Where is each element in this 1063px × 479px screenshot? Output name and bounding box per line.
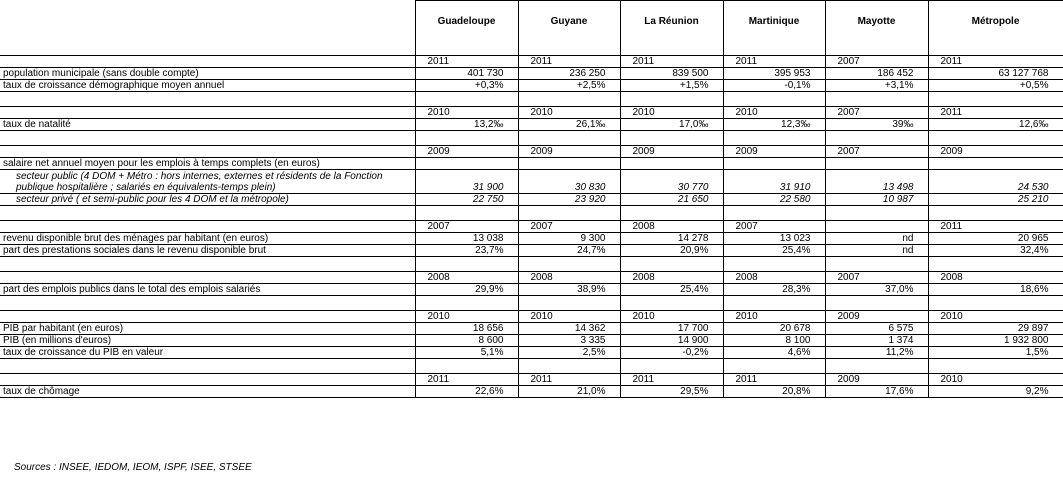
value-cell: 236 250 — [518, 68, 620, 80]
blank-cell — [825, 296, 928, 311]
blank-cell — [825, 41, 928, 56]
blank-cell — [620, 158, 723, 170]
year-row-label — [0, 221, 415, 233]
blank-cell — [620, 296, 723, 311]
blank-cell — [928, 158, 1063, 170]
year-cell: 2008 — [415, 272, 518, 284]
value-cell: 25 210 — [928, 194, 1063, 206]
value-cell: 28,3% — [723, 284, 825, 296]
value-cell: 11,2% — [825, 347, 928, 359]
value-cell: 30 770 — [620, 182, 723, 194]
blank-cell — [415, 41, 518, 56]
value-cell: 20,8% — [723, 386, 825, 398]
blank-cell — [0, 206, 415, 221]
blank-cell — [928, 92, 1063, 107]
blank-cell — [415, 131, 518, 146]
value-cell: 4,6% — [723, 347, 825, 359]
blank-cell — [723, 296, 825, 311]
value-cell: 25,4% — [723, 245, 825, 257]
year-cell: 2010 — [620, 107, 723, 119]
row-label: taux de natalité — [0, 119, 415, 131]
year-row-label — [0, 107, 415, 119]
value-cell: 186 452 — [825, 68, 928, 80]
blank-cell — [825, 92, 928, 107]
blank-cell — [415, 359, 518, 374]
value-cell: 22,6% — [415, 386, 518, 398]
sources-note: Sources : INSEE, IEDOM, IEOM, ISPF, ISEE, STSEE — [14, 462, 252, 473]
row-label: taux de chômage — [0, 386, 415, 398]
value-cell: 20 678 — [723, 323, 825, 335]
value-cell: 401 730 — [415, 68, 518, 80]
value-cell: 23,7% — [415, 245, 518, 257]
blank-cell — [928, 170, 1063, 183]
value-cell: 1,5% — [928, 347, 1063, 359]
blank-cell — [518, 92, 620, 107]
value-cell: nd — [825, 233, 928, 245]
value-cell: 3 335 — [518, 335, 620, 347]
blank-cell — [518, 170, 620, 183]
value-cell: 12,3‰ — [723, 119, 825, 131]
blank-cell — [415, 206, 518, 221]
blank-cell — [928, 296, 1063, 311]
blank-cell — [518, 359, 620, 374]
value-cell: 24,7% — [518, 245, 620, 257]
blank-cell — [825, 170, 928, 183]
value-cell: 31 900 — [415, 182, 518, 194]
year-cell: 2009 — [723, 146, 825, 158]
year-cell: 2008 — [620, 221, 723, 233]
table-row — [0, 323, 1063, 335]
blank-cell — [723, 359, 825, 374]
blank-cell — [723, 158, 825, 170]
blank-cell — [620, 92, 723, 107]
blank-cell — [620, 206, 723, 221]
value-cell: 37,0% — [825, 284, 928, 296]
blank-cell — [518, 158, 620, 170]
value-cell: 14 900 — [620, 335, 723, 347]
value-cell: 1 932 800 — [928, 335, 1063, 347]
year-cell: 2009 — [518, 146, 620, 158]
value-cell: 14 278 — [620, 233, 723, 245]
blank-cell — [0, 41, 415, 56]
blank-cell — [723, 257, 825, 272]
column-header: La Réunion — [620, 1, 723, 42]
year-cell: 2011 — [518, 56, 620, 68]
value-cell: 18,6% — [928, 284, 1063, 296]
blank-cell — [825, 359, 928, 374]
blank-cell — [0, 92, 415, 107]
value-cell: +1,5% — [620, 80, 723, 92]
sub-row-label: publique hospitalière ; salariés en équivalents-temps plein) — [0, 182, 415, 194]
value-cell: +0,3% — [415, 80, 518, 92]
table-row — [0, 92, 1063, 107]
blank-cell — [825, 158, 928, 170]
value-cell: 32,4% — [928, 245, 1063, 257]
blank-cell — [0, 257, 415, 272]
value-cell: 8 600 — [415, 335, 518, 347]
table-row — [0, 68, 1063, 80]
value-cell: -0,1% — [723, 80, 825, 92]
year-cell: 2010 — [518, 107, 620, 119]
year-cell: 2011 — [928, 221, 1063, 233]
blank-cell — [825, 206, 928, 221]
value-cell: 29,9% — [415, 284, 518, 296]
blank-cell — [723, 41, 825, 56]
table-row — [0, 80, 1063, 92]
year-cell: 2011 — [518, 374, 620, 386]
blank-cell — [825, 257, 928, 272]
blank-cell — [723, 170, 825, 183]
blank-cell — [415, 257, 518, 272]
value-cell: 21,0% — [518, 386, 620, 398]
blank-cell — [723, 206, 825, 221]
blank-cell — [620, 131, 723, 146]
value-cell: 23 920 — [518, 194, 620, 206]
year-cell: 2007 — [825, 146, 928, 158]
column-header: Martinique — [723, 1, 825, 42]
value-cell: 38,9% — [518, 284, 620, 296]
year-cell: 2007 — [723, 221, 825, 233]
table-row — [0, 182, 1063, 194]
year-cell: 2011 — [620, 374, 723, 386]
row-label: revenu disponible brut des ménages par habitant (en euros) — [0, 233, 415, 245]
value-cell: 1 374 — [825, 335, 928, 347]
table-row — [0, 158, 1063, 170]
value-cell: 22 750 — [415, 194, 518, 206]
table-row — [0, 257, 1063, 272]
year-cell: 2007 — [825, 56, 928, 68]
value-cell: 24 530 — [928, 182, 1063, 194]
value-cell: 9 300 — [518, 233, 620, 245]
year-cell: 2009 — [825, 311, 928, 323]
table-row — [0, 1, 1063, 42]
value-cell: 10 987 — [825, 194, 928, 206]
year-cell: 2010 — [518, 311, 620, 323]
year-cell: 2010 — [928, 374, 1063, 386]
value-cell: 30 830 — [518, 182, 620, 194]
year-row-label — [0, 311, 415, 323]
year-cell: 2010 — [620, 311, 723, 323]
value-cell: 13 023 — [723, 233, 825, 245]
year-row-label — [0, 56, 415, 68]
year-cell: 2011 — [415, 374, 518, 386]
table-row — [0, 311, 1063, 323]
row-label: PIB (en millions d'euros) — [0, 335, 415, 347]
year-cell: 2007 — [825, 272, 928, 284]
sub-row-label: secteur public (4 DOM + Métro : hors internes, externes et résidents de la Fonction — [16, 171, 383, 182]
row-label: part des emplois publics dans le total des emplois salariés — [0, 284, 415, 296]
year-cell: 2010 — [723, 311, 825, 323]
table-row — [0, 347, 1063, 359]
value-cell: 13 498 — [825, 182, 928, 194]
value-cell: +2,5% — [518, 80, 620, 92]
value-cell: 21 650 — [620, 194, 723, 206]
blank-cell — [518, 41, 620, 56]
value-cell: +3,1% — [825, 80, 928, 92]
column-header: Métropole — [928, 1, 1063, 42]
row-label: part des prestations sociales dans le revenu disponible brut — [0, 245, 415, 257]
table-row — [0, 233, 1063, 245]
value-cell: 29 897 — [928, 323, 1063, 335]
table-row — [0, 170, 1063, 183]
year-cell: 2010 — [723, 107, 825, 119]
value-cell: 12,6‰ — [928, 119, 1063, 131]
blank-cell — [620, 170, 723, 183]
year-cell: 2007 — [415, 221, 518, 233]
blank-cell — [518, 206, 620, 221]
value-cell: 31 910 — [723, 182, 825, 194]
blank-cell — [518, 131, 620, 146]
value-cell: 22 580 — [723, 194, 825, 206]
year-row-label — [0, 146, 415, 158]
year-row-label — [0, 374, 415, 386]
blank-cell — [0, 359, 415, 374]
blank-cell — [620, 257, 723, 272]
table-row — [0, 131, 1063, 146]
value-cell: nd — [825, 245, 928, 257]
table-row — [0, 386, 1063, 398]
year-cell: 2008 — [723, 272, 825, 284]
table-row — [0, 146, 1063, 158]
column-header: Guadeloupe — [415, 1, 518, 42]
value-cell: 839 500 — [620, 68, 723, 80]
sub-row-label: secteur privé ( et semi-public pour les 4 DOM et la métropole) — [0, 194, 415, 206]
year-cell: 2011 — [723, 56, 825, 68]
year-cell — [825, 221, 928, 233]
blank-cell — [928, 359, 1063, 374]
row-label: taux de croissance démographique moyen annuel — [0, 80, 415, 92]
year-cell: 2011 — [723, 374, 825, 386]
year-cell: 2009 — [928, 146, 1063, 158]
value-cell: 17,0‰ — [620, 119, 723, 131]
value-cell: 26,1‰ — [518, 119, 620, 131]
year-cell: 2011 — [415, 56, 518, 68]
year-cell: 2007 — [518, 221, 620, 233]
value-cell: 20,9% — [620, 245, 723, 257]
year-cell: 2009 — [620, 146, 723, 158]
value-cell: 39‰ — [825, 119, 928, 131]
row-heading: salaire net annuel moyen pour les emplois à temps complets (en euros) — [0, 158, 415, 170]
year-cell: 2009 — [825, 374, 928, 386]
year-cell: 2010 — [415, 107, 518, 119]
year-row-label — [0, 272, 415, 284]
value-cell: 5,1% — [415, 347, 518, 359]
year-cell: 2008 — [928, 272, 1063, 284]
blank-cell — [928, 206, 1063, 221]
header-blank-cell — [0, 1, 415, 42]
blank-cell — [620, 359, 723, 374]
row-label: population municipale (sans double compte) — [0, 68, 415, 80]
table-row — [0, 245, 1063, 257]
table-row — [0, 119, 1063, 131]
table-row — [0, 335, 1063, 347]
blank-cell — [518, 257, 620, 272]
blank-cell — [415, 92, 518, 107]
value-cell: 14 362 — [518, 323, 620, 335]
blank-cell — [928, 41, 1063, 56]
year-cell: 2007 — [825, 107, 928, 119]
value-cell: 8 100 — [723, 335, 825, 347]
table-row — [0, 284, 1063, 296]
year-cell: 2009 — [415, 146, 518, 158]
blank-cell — [415, 170, 518, 183]
blank-cell — [825, 131, 928, 146]
value-cell: 29,5% — [620, 386, 723, 398]
value-cell: 18 656 — [415, 323, 518, 335]
table-row — [0, 206, 1063, 221]
year-cell: 2010 — [415, 311, 518, 323]
blank-cell — [415, 158, 518, 170]
blank-cell — [518, 296, 620, 311]
year-cell: 2011 — [928, 56, 1063, 68]
value-cell: 25,4% — [620, 284, 723, 296]
table-row — [0, 41, 1063, 56]
value-cell: -0,2% — [620, 347, 723, 359]
table-row — [0, 107, 1063, 119]
value-cell: 20 965 — [928, 233, 1063, 245]
blank-cell — [620, 41, 723, 56]
year-cell: 2008 — [518, 272, 620, 284]
blank-cell — [723, 92, 825, 107]
blank-cell — [0, 296, 415, 311]
year-cell: 2011 — [620, 56, 723, 68]
table-row — [0, 221, 1063, 233]
value-cell: 6 575 — [825, 323, 928, 335]
table-row — [0, 194, 1063, 206]
blank-cell — [723, 131, 825, 146]
row-label: taux de croissance du PIB en valeur — [0, 347, 415, 359]
value-cell: 9,2% — [928, 386, 1063, 398]
table-row — [0, 296, 1063, 311]
value-cell: 2,5% — [518, 347, 620, 359]
column-header: Guyane — [518, 1, 620, 42]
value-cell: +0,5% — [928, 80, 1063, 92]
table-row — [0, 272, 1063, 284]
column-header: Mayotte — [825, 1, 928, 42]
blank-cell — [928, 131, 1063, 146]
value-cell: 17,6% — [825, 386, 928, 398]
value-cell: 13 038 — [415, 233, 518, 245]
value-cell: 63 127 768 — [928, 68, 1063, 80]
value-cell: 395 953 — [723, 68, 825, 80]
table-row — [0, 374, 1063, 386]
value-cell: 13,2‰ — [415, 119, 518, 131]
blank-cell — [928, 257, 1063, 272]
blank-cell — [0, 131, 415, 146]
blank-cell — [415, 296, 518, 311]
value-cell: 17 700 — [620, 323, 723, 335]
table-row — [0, 56, 1063, 68]
year-cell: 2008 — [620, 272, 723, 284]
year-cell: 2010 — [928, 311, 1063, 323]
year-cell: 2011 — [928, 107, 1063, 119]
table-row — [0, 359, 1063, 374]
row-label: PIB par habitant (en euros) — [0, 323, 415, 335]
